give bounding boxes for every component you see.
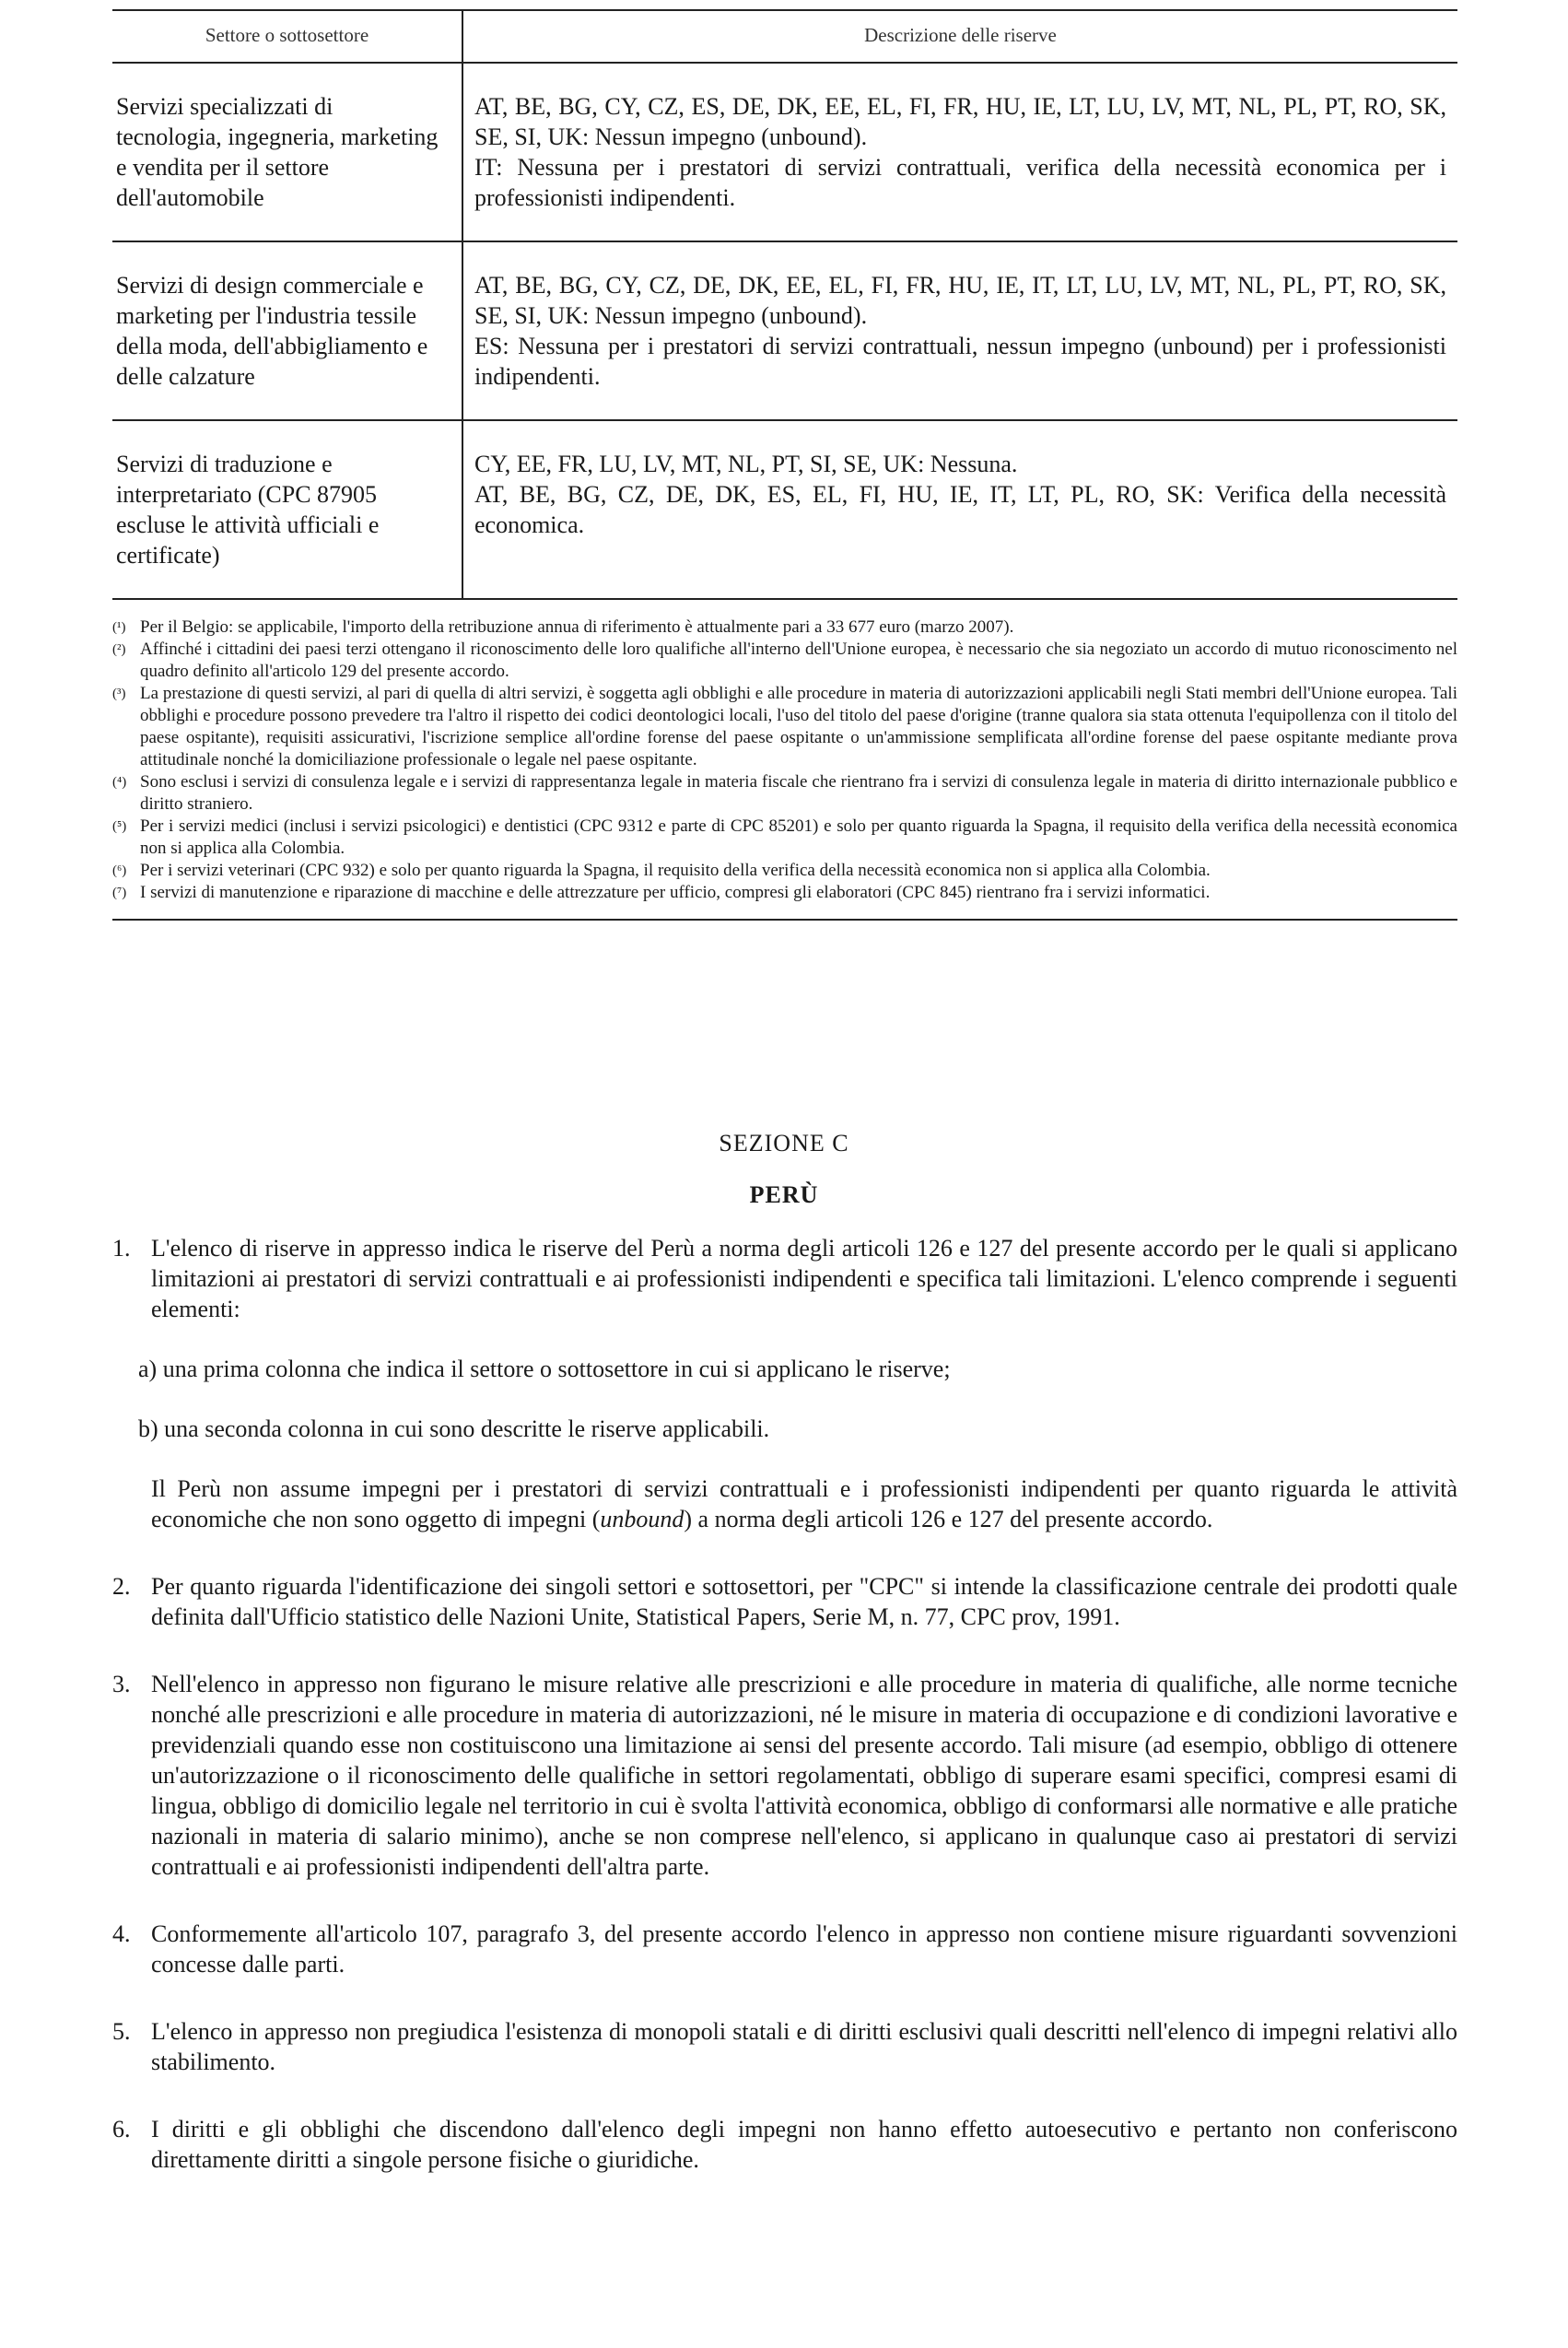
table-row — [112, 241, 1457, 420]
footnote — [112, 860, 1457, 882]
footnotes — [112, 600, 1457, 921]
section-label: SEZIONE C — [719, 1130, 849, 1156]
footnote-text: Per il Belgio: se applicabile, l'importo della retribuzione annua di riferimento è attualmente pari a 33 677 euro (marzo 2007). — [140, 617, 1014, 637]
section-body — [112, 1233, 1457, 2175]
footnote — [112, 816, 1457, 860]
footnote-text: Affinché i cittadini dei paesi terzi ottengano il riconoscimento delle loro qualifiche all'interno dell'Unione europea, è necessario che sia negoziato un accordo di mutuo riconoscimento nel quadro definito all'articolo 129 del presente accordo. — [140, 640, 1457, 681]
paragraph-1-note — [112, 1473, 1457, 1534]
reservations-table-wrapper — [112, 9, 1457, 921]
note-emphasis: unbound — [600, 1506, 685, 1532]
reservation-line: ES: Nessuna per i prestatori di servizi contrattuali, nessun impegno (unbound) per i professionisti indipendenti. — [474, 333, 1446, 390]
reservations-table — [112, 9, 1457, 600]
paragraph-number: 4. — [112, 1920, 131, 1947]
section-country: PERÙ — [749, 1181, 819, 1208]
list-item-a: a) una prima colonna che indica il settore o sottosettore in cui si applicano le riserve; — [138, 1356, 951, 1382]
paragraph-6 — [112, 2114, 1457, 2175]
footnote-mark: (¹) — [112, 620, 126, 635]
paragraph-number: 3. — [112, 1671, 131, 1697]
reservation-line: AT, BE, BG, CY, CZ, ES, DE, DK, EE, EL, FI, FR, HU, IE, LT, LU, LV, MT, NL, PL, PT, RO, SK, SE, SI, UK: Nessun impegno (unbound). — [474, 93, 1446, 150]
row-sector: Servizi specializzati di tecnologia, ingegneria, marketing e vendita per il settore dell'automobile — [112, 63, 462, 241]
note-text-start: Il Perù non assume impegni per i prestatori di servizi contrattuali e i professionisti indipendenti per quanto riguarda le attività economiche che non sono oggetto di impegni ( — [151, 1475, 1457, 1532]
reservation-line: CY, EE, FR, LU, LV, MT, NL, PT, SI, SE, UK: Nessuna. — [474, 451, 1018, 477]
footnote-mark: (⁵) — [112, 819, 127, 834]
paragraph-2 — [112, 1571, 1457, 1632]
header-sector: Settore o sottosettore — [112, 10, 462, 63]
paragraph-text: Nell'elenco in appresso non figurano le misure relative alle prescrizioni e alle procedure in materia di qualifiche, alle norme tecniche nonché alle prescrizioni e alle procedure in materia di autorizzazioni, né le misure in materia di occupazione e di condizioni lavorative e previdenziali quando esse non costituiscono una limitazione ai sensi del presente accordo. Tali misure (ad esempio, obbligo di ottenere un'autorizzazione o il riconoscimento delle qualifiche in settori regolamentati, obbligo di superare esami specifici, compresi esami di lingua, obbligo di domicilio legale nel territorio in cui è svolta l'attività economica, obbligo di conformarsi alle normative e alle pratiche nazionali in materia di salario minimo), anche se non comprese nell'elenco, si applicano in qualunque caso ai prestatori di servizi contrattuali e ai professionisti indipendenti dell'altra parte. — [151, 1671, 1457, 1880]
footnote — [112, 771, 1457, 816]
row-sector: Servizi di traduzione e interpretariato (CPC 87905 escluse le attività ufficiali e certificate) — [112, 420, 462, 599]
footnote — [112, 882, 1457, 904]
footnote-mark: (⁶) — [112, 863, 127, 878]
footnote-text: Per i servizi medici (inclusi i servizi psicologici) e dentistici (CPC 9312 e parte di CPC 85201) e solo per quanto riguarda la Spagna, il requisito della verifica della necessità economica non si applica alla Colombia. — [140, 816, 1457, 858]
paragraph-text: Conformemente all'articolo 107, paragrafo 3, del presente accordo l'elenco in appresso non contiene misure riguardanti sovvenzioni concesse dalle parti. — [151, 1920, 1457, 1978]
footnote — [112, 683, 1457, 771]
paragraph-text: L'elenco di riserve in appresso indica le riserve del Perù a norma degli articoli 126 e 127 del presente accordo per le quali si applicano limitazioni ai prestatori di servizi contrattuali e ai professionisti indipendenti e specifica tali limitazioni. L'elenco comprende i seguenti elementi: — [151, 1235, 1457, 1322]
footnote-text: Sono esclusi i servizi di consulenza legale e i servizi di rappresentanza legale in materia fiscale che rientrano fra i servizi di consulenza legale in materia di diritto internazionale pubblico e diritto straniero. — [140, 772, 1457, 814]
reservation-line: AT, BE, BG, CZ, DE, DK, ES, EL, FI, HU, IE, IT, LT, PL, RO, SK: Verifica della necessità economica. — [474, 481, 1446, 538]
paragraph-number: 1. — [112, 1235, 131, 1262]
paragraph-text: Per quanto riguarda l'identificazione dei singoli settori e sottosettori, per "CPC" si intende la classificazione centrale dei prodotti quale definita dall'Ufficio statistico delle Nazioni Unite, Statistical Papers, Serie M, n. 77, CPC prov, 1991. — [151, 1573, 1457, 1630]
table-row — [112, 63, 1457, 241]
footnote-text: Per i servizi veterinari (CPC 932) e solo per quanto riguarda la Spagna, il requisito della verifica della necessità economica non si applica alla Colombia. — [140, 861, 1211, 880]
paragraph-number: 2. — [112, 1573, 131, 1600]
paragraph-4 — [112, 1919, 1457, 1979]
list-item-b: b) una seconda colonna in cui sono descritte le riserve applicabili. — [138, 1415, 770, 1442]
footnote-text: I servizi di manutenzione e riparazione di macchine e delle attrezzature per ufficio, compresi gli elaboratori (CPC 845) rientrano fra i servizi informatici. — [140, 883, 1211, 902]
paragraph-number: 6. — [112, 2116, 131, 2143]
footnote-mark: (⁷) — [112, 886, 127, 900]
paragraph-number: 5. — [112, 2018, 131, 2045]
row-description — [462, 420, 1457, 599]
reservation-line: AT, BE, BG, CY, CZ, DE, DK, EE, EL, FI, FR, HU, IE, IT, LT, LU, LV, MT, NL, PL, PT, RO, SK, SE, SI, UK: Nessun impegno (unbound). — [474, 272, 1446, 329]
footnote — [112, 616, 1457, 639]
header-description: Descrizione delle riserve — [462, 10, 1457, 63]
table-row — [112, 420, 1457, 599]
paragraph-1 — [112, 1233, 1457, 1324]
footnote — [112, 639, 1457, 683]
row-description — [462, 63, 1457, 241]
row-description — [462, 241, 1457, 420]
footnote-mark: (²) — [112, 642, 126, 657]
paragraph-3 — [112, 1669, 1457, 1882]
footnote-mark: (³) — [112, 687, 126, 701]
table-header-row — [112, 10, 1457, 63]
note-text-end: ) a norma degli articoli 126 e 127 del presente accordo. — [684, 1506, 1213, 1532]
row-sector: Servizi di design commerciale e marketing per l'industria tessile della moda, dell'abbigliamento e delle calzature — [112, 241, 462, 420]
footnote-mark: (⁴) — [112, 775, 127, 790]
reservation-line: IT: Nessuna per i prestatori di servizi contrattuali, verifica della necessità economica per i professionisti indipendenti. — [474, 154, 1446, 211]
paragraph-5 — [112, 2016, 1457, 2077]
paragraph-text: I diritti e gli obblighi che discendono dall'elenco degli impegni non hanno effetto autoesecutivo e pertanto non conferiscono direttamente diritti a singole persone fisiche o giuridiche. — [151, 2116, 1457, 2173]
paragraph-text: L'elenco in appresso non pregiudica l'esistenza di monopoli statali e di diritti esclusivi quali descritti nell'elenco di impegni relativi allo stabilimento. — [151, 2018, 1457, 2075]
footnote-text: La prestazione di questi servizi, al pari di quella di altri servizi, è soggetta agli obblighi e alle procedure in materia di autorizzazioni applicabili negli Stati membri dell'Unione europea. Tali obblighi e procedure possono prevedere tra l'altro il rispetto dei codici deontologici locali, l'uso del titolo del paese d'origine (tranne qualora sia stata ottenuta l'equipollenza con il titolo del paese ospitante), requisiti assicurativi, l'iscrizione semplice all'ordine forense del paese ospitante o un'ammissione semplificata all'ordine forense del paese ospitante mediante prova attitudinale nonché la domiciliazione professionale o legale nel paese ospitante. — [140, 684, 1457, 769]
